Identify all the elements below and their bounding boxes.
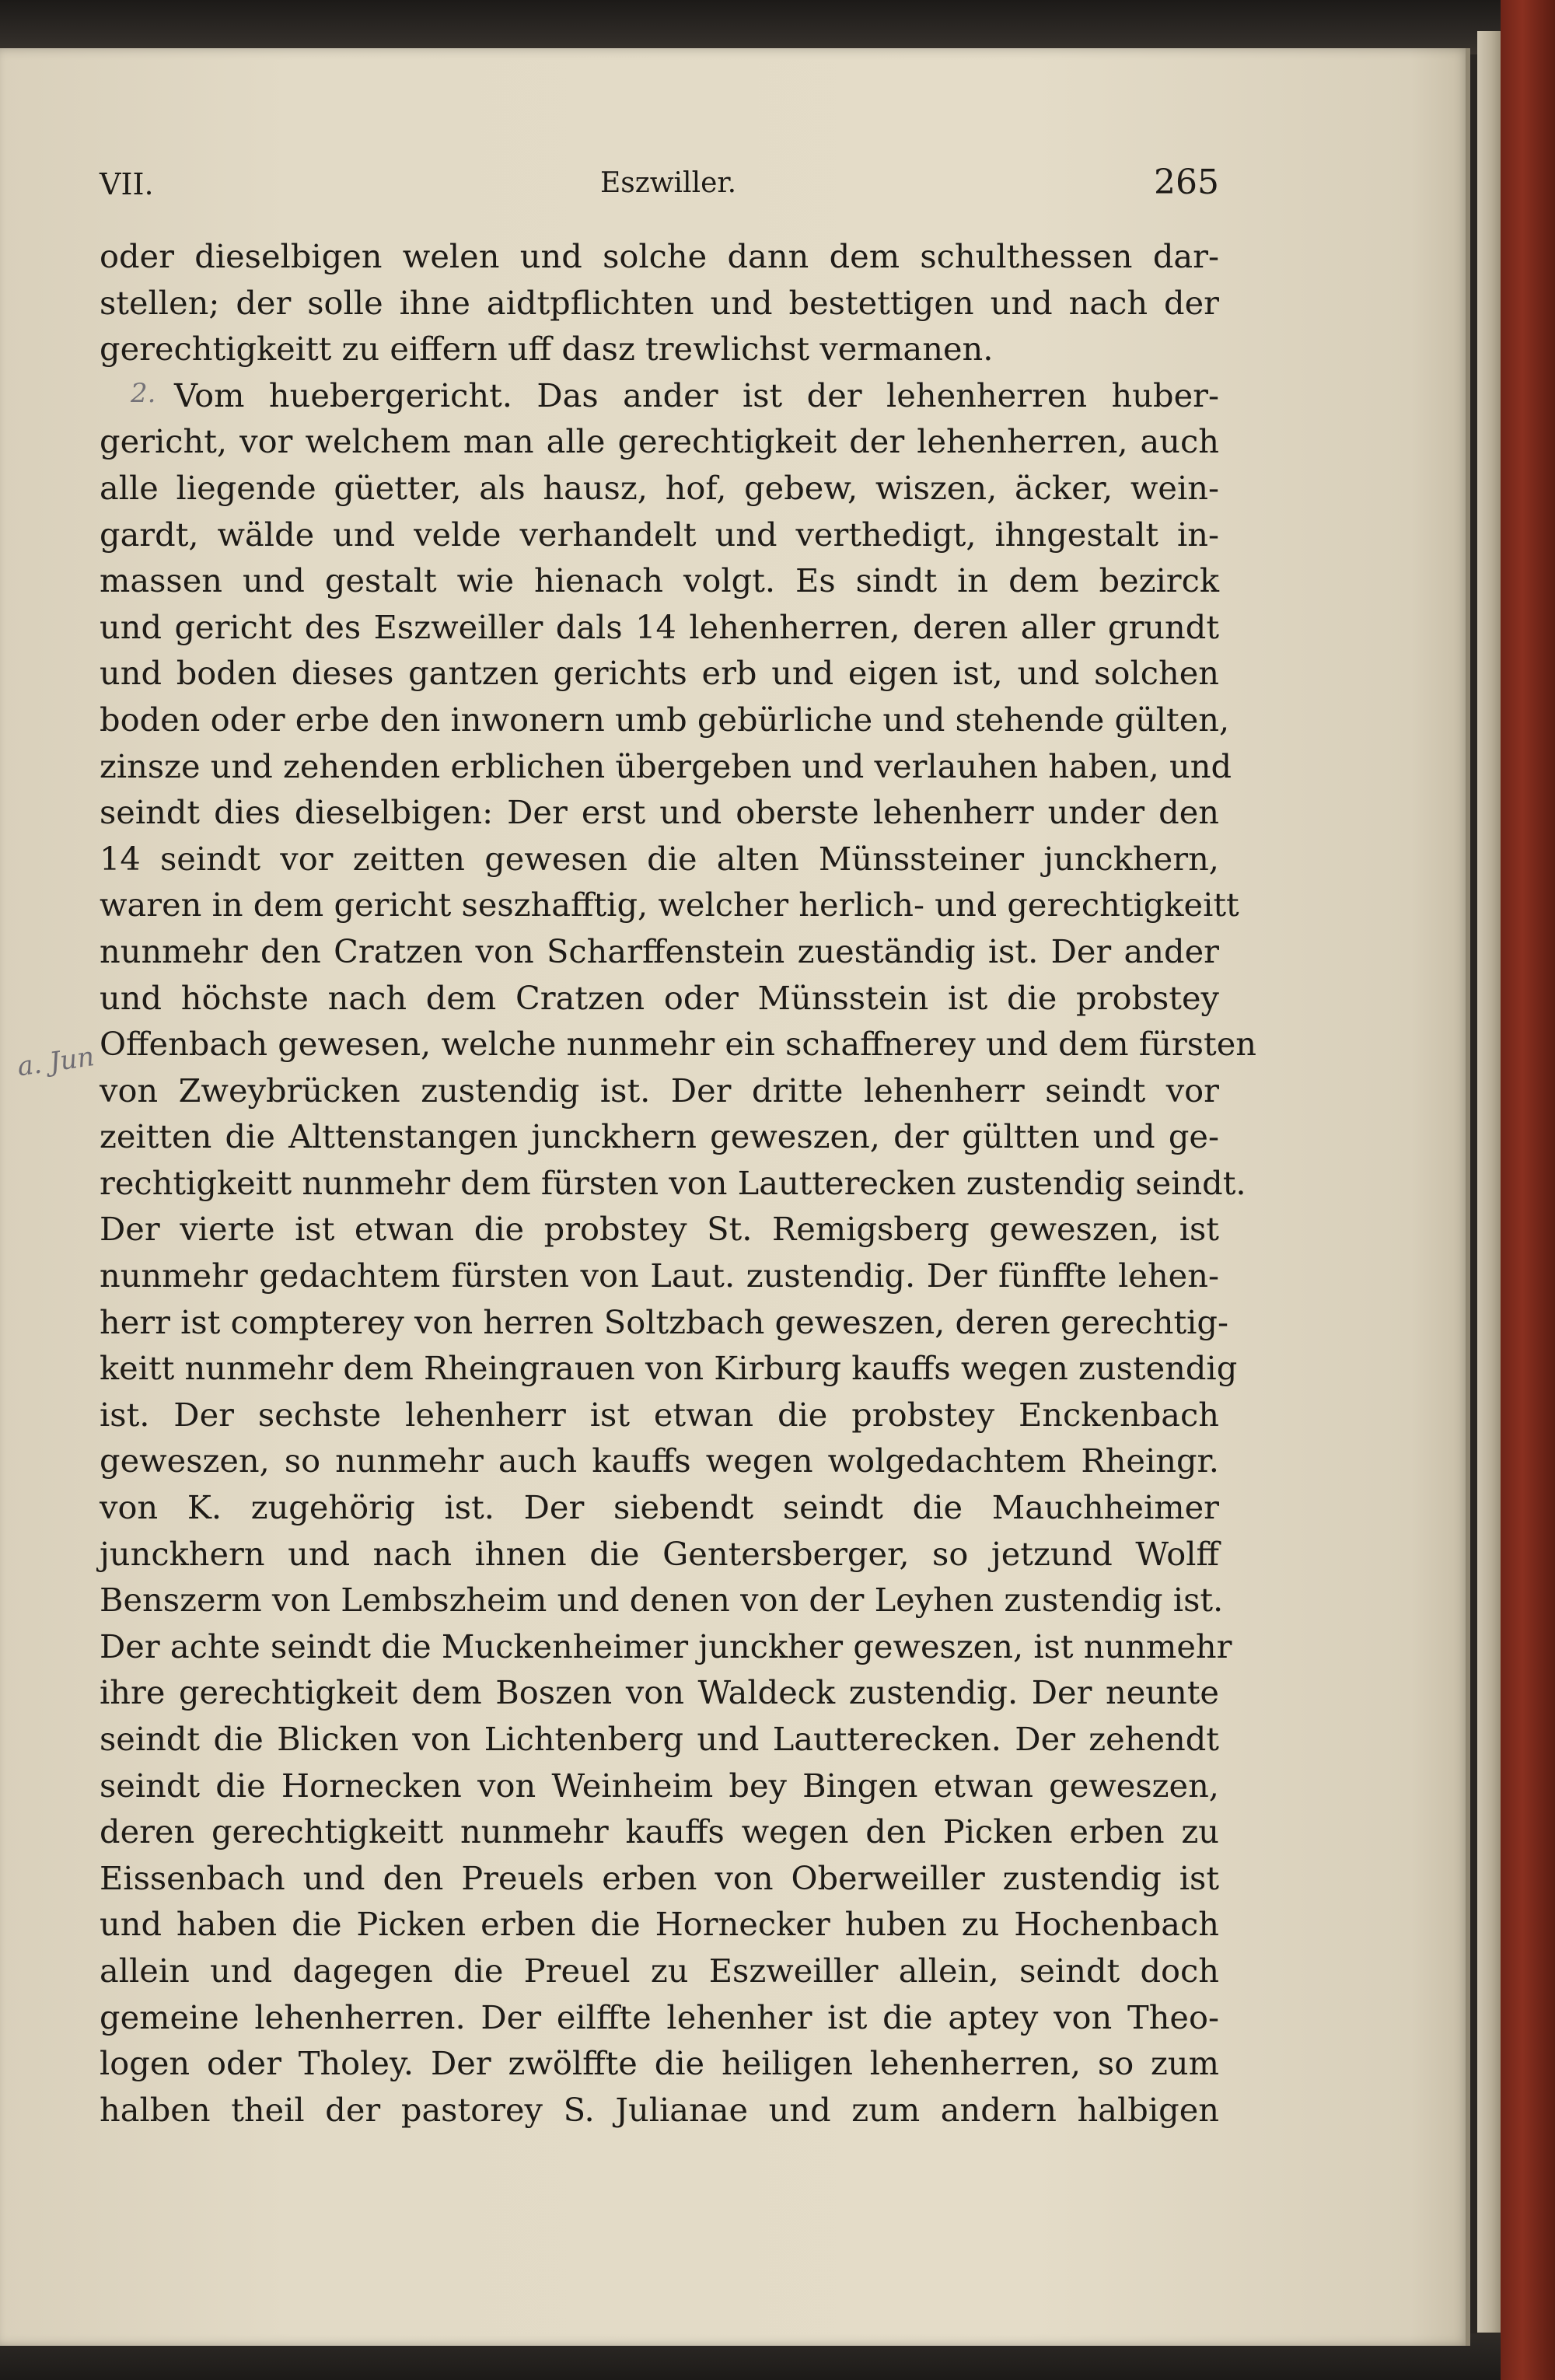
text-line: logen oder Tholey. Der zwölffte die heiligen lehenherren, so zum (100, 2044, 1219, 2083)
handwritten-marginal-note: a. Jun (15, 1041, 96, 1083)
text-line: boden oder erbe den inwonern umb gebürliche und stehende gülten, (100, 700, 1230, 739)
text-line: massen und gestalt wie hienach volgt. Es sindt in dem bezirck (100, 561, 1219, 600)
text-line: herr ist compterey von herren Soltzbach geweszen, deren gerechtig- (100, 1302, 1229, 1341)
text-line: oder dieselbigen welen und solche dann dem schulthessen dar- (100, 237, 1219, 275)
text-line: seindt dies dieselbigen: Der erst und oberste lehenherr under den (100, 793, 1219, 832)
book-cover-right (1501, 0, 1555, 2380)
text-line: Eissenbach und den Preuels erben von Oberweiller zustendig ist (100, 1858, 1219, 1897)
text-line: und gericht des Eszweiller dals 14 lehenherren, deren aller grundt (100, 607, 1219, 646)
running-head (100, 163, 1219, 214)
text-line: keitt nunmehr dem Rheingrauen von Kirburg kauffs wegen zustendig (100, 1349, 1238, 1388)
text-line: geweszen, so nunmehr auch kauffs wegen wolgedachtem Rheingr. (100, 1442, 1219, 1480)
text-line: deren gerechtigkeitt nunmehr kauffs wegen den Picken erben zu (100, 1812, 1219, 1851)
text-line: und höchste nach dem Cratzen oder Münsstein ist die probstey (100, 978, 1219, 1017)
text-line: und boden dieses gantzen gerichts erb und eigen ist, und solchen (100, 654, 1219, 693)
text-line: waren in dem gericht seszhafftig, welcher herlich- und gerechtigkeitt (100, 886, 1239, 924)
text-line: gerechtigkeitt zu eiffern uff dasz trewlichst vermanen. (100, 330, 994, 369)
chapter-number: VII. (100, 167, 154, 201)
page-title: Eszwiller. (600, 167, 737, 199)
text-line: nunmehr den Cratzen von Scharffenstein zueständig ist. Der ander (100, 931, 1219, 970)
text-line: Benszerm von Lembszheim und denen von der Leyhen zustendig ist. (100, 1581, 1224, 1620)
text-line: und haben die Picken erben die Hornecker huben zu Hochenbach (100, 1905, 1219, 1944)
text-line: junckhern und nach ihnen die Gentersberger, so jetzund Wolff (100, 1534, 1219, 1573)
text-line: stellen; der solle ihne aidtpflichten und bestettigen und nach der (100, 283, 1219, 322)
text-line: Der achte seindt die Muckenheimer junckher geweszen, ist nunmehr (100, 1627, 1232, 1665)
text-line: gericht, vor welchem man alle gerechtigkeit der lehenherren, auch (100, 422, 1219, 461)
page-stack-edge (1477, 31, 1501, 2333)
page-edge (1466, 48, 1470, 2346)
text-line: von Zweybrücken zustendig ist. Der dritte lehenherr seindt vor (100, 1071, 1219, 1110)
text-line: rechtigkeitt nunmehr dem fürsten von Lautterecken zustendig seindt. (100, 1163, 1246, 1202)
body-text (100, 233, 1257, 2133)
text-line: zeitten die Alttenstangen junckhern geweszen, der gültten und ge- (100, 1117, 1219, 1156)
text-line: seindt die Hornecken von Weinheim bey Bingen etwan geweszen, (100, 1766, 1219, 1805)
text-line: alle liegende güetter, als hausz, hof, gebew, wiszen, äcker, wein- (100, 468, 1219, 507)
text-line: Der vierte ist etwan die probstey St. Remigsberg geweszen, ist (100, 1210, 1219, 1249)
text-line: allein und dagegen die Preuel zu Eszweiller allein, seindt doch (100, 1951, 1219, 1990)
section-mark-annotation: 2. (131, 378, 156, 409)
text-line: 14 seindt vor zeitten gewesen die alten Münssteiner junckhern, (100, 839, 1219, 878)
text-line: Offenbach gewesen, welche nunmehr ein schaffnerey und dem fürsten (100, 1025, 1257, 1064)
page-number: 265 (1154, 163, 1219, 202)
text-line: zinsze und zehenden erblichen übergeben und verlauhen haben, und (100, 746, 1232, 785)
text-line: gemeine lehenherren. Der eilffte lehenher ist die aptey von Theo- (100, 1997, 1219, 2036)
text-line: nunmehr gedachtem fürsten von Laut. zustendig. Der fünffte lehen- (100, 1256, 1219, 1295)
text-line: Vom huebergericht. Das ander ist der lehenherren huber- (174, 376, 1219, 414)
text-line: von K. zugehörig ist. Der siebendt seindt die Mauchheimer (100, 1488, 1219, 1527)
text-line: ihre gerechtigkeit dem Boszen von Waldeck zustendig. Der neunte (100, 1673, 1219, 1712)
book-cover-top (0, 0, 1555, 54)
text-line: halben theil der pastorey S. Julianae und zum andern halbigen (100, 2090, 1219, 2129)
text-line: ist. Der sechste lehenherr ist etwan die probstey Enckenbach (100, 1395, 1219, 1434)
text-line: gardt, wälde und velde verhandelt und verthedigt, ihngestalt in- (100, 515, 1219, 554)
text-line: seindt die Blicken von Lichtenberg und Lautterecken. Der zehendt (100, 1720, 1219, 1758)
